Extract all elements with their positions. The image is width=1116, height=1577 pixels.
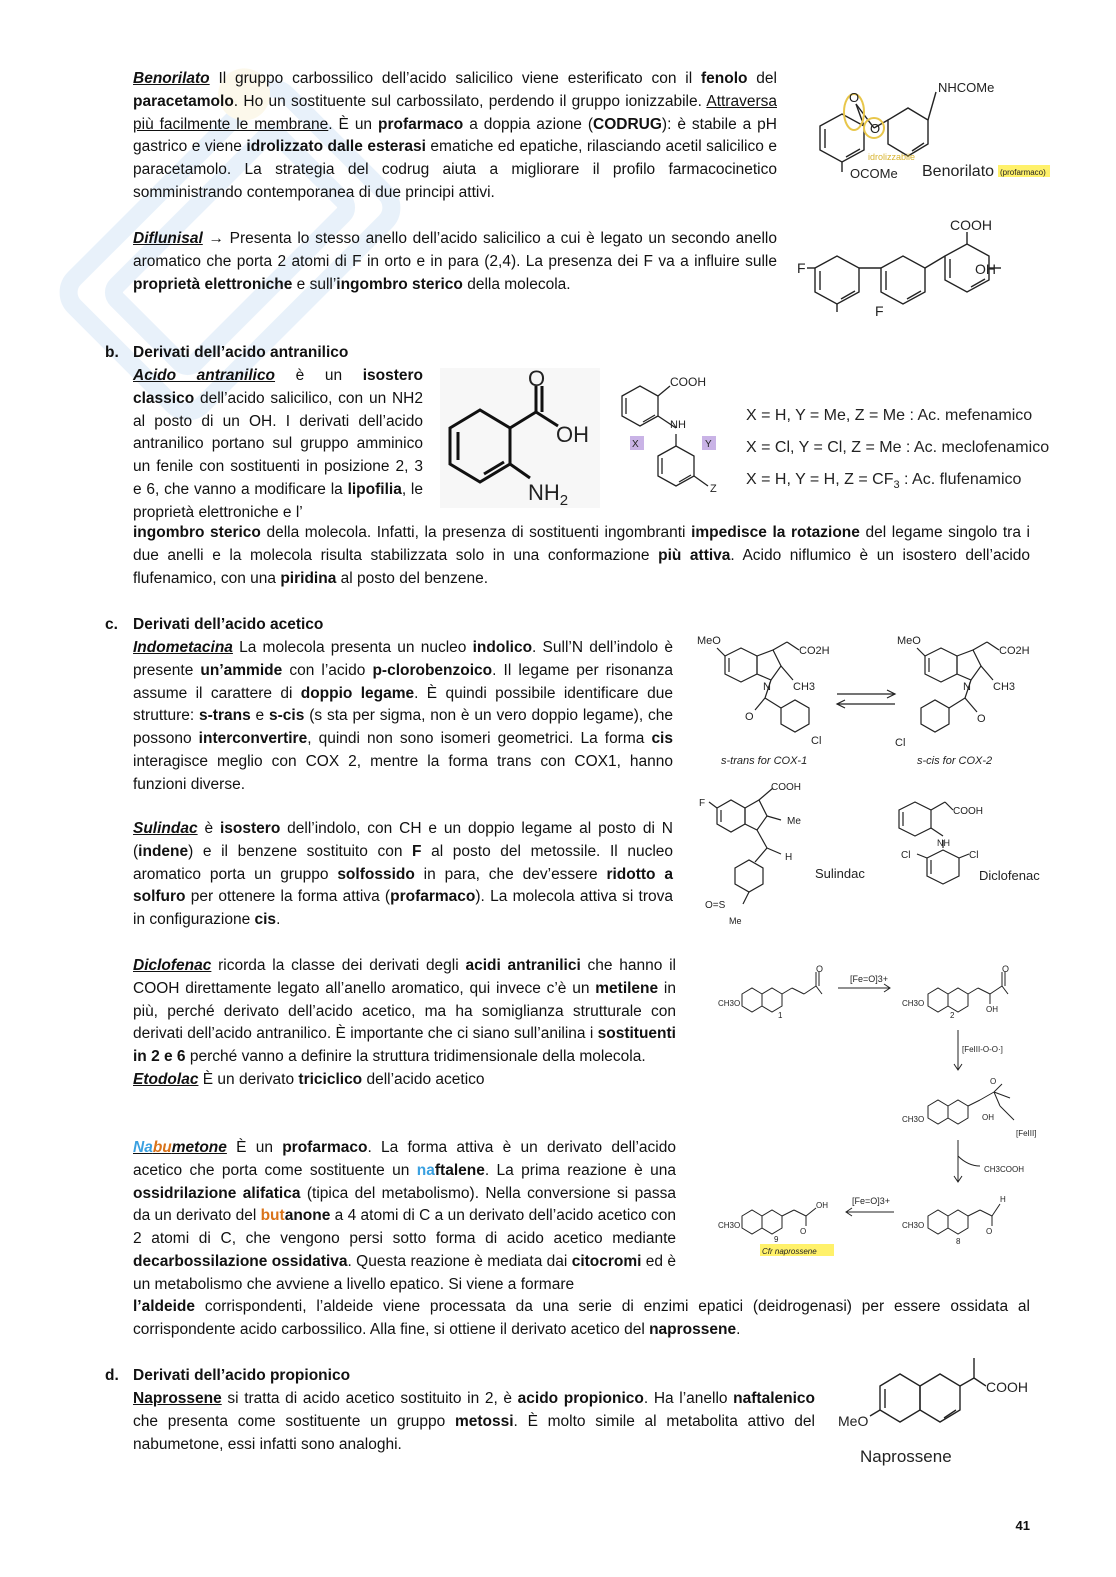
svg-text:COOH: COOH bbox=[986, 1379, 1028, 1395]
benorilato-paragraph: Benorilato Il gruppo carbossilico dell’acido salicilico viene esterificato con il fenolo del paracetamolo. Ho un sostituente sul carbossilato, perdendo il gruppo ionizzabile. Attraversa più facilmente le membrane. È un profarmaco a doppia azione (CODRUG): è stabile a pH gastrico e viene idrolizzato dalle esterasi ematiche ed epatiche, rilasciando acetil salicilico e paracetamolo. La strategia del codrug aiuta a migliorare il profilo farmacocinetico somministrando contemporanea di due principi attivi. bbox=[133, 70, 777, 201]
term-diclofenac: Diclofenac bbox=[133, 957, 212, 974]
svg-text:idrolizzabile: idrolizzabile bbox=[868, 152, 916, 162]
section-c-heading: c. Derivati dell’acido acetico bbox=[105, 616, 324, 633]
nabumetone-paragraph-wide: l’aldeide corrispondenti, l’aldeide viene processata da una serie di enzimi epatici (deidrogenasi) per essere ossidata al corrispondente acido carbossilico. Alla fine, si ottiene il derivato acetico del naprossene. bbox=[133, 1298, 1030, 1338]
section-b-paragraph-narrow: Acido antranilico è un isostero classico dell’acido salicilico, con un NH2 al posto di un OH. I derivati dell’acido antranilico portano sul gruppo amminico un fenile con sostituenti in posizione 2, 3 e 6, che vanno a modificare la lipofilia, le proprietà elettroniche e l’ bbox=[133, 367, 423, 521]
svg-text:CH3: CH3 bbox=[793, 681, 816, 693]
naprossene-structure bbox=[836, 1352, 1036, 1472]
section-d-heading: d. Derivati dell’acido propionico bbox=[105, 1367, 351, 1384]
svg-text:X: X bbox=[632, 439, 639, 450]
svg-text:OH: OH bbox=[975, 261, 996, 277]
svg-text:s-cis for COX-2: s-cis for COX-2 bbox=[917, 755, 993, 767]
svg-text:O: O bbox=[870, 121, 881, 136]
svg-text:Z: Z bbox=[710, 483, 717, 495]
svg-text:Sulindac: Sulindac bbox=[815, 866, 865, 881]
svg-text:O=S: O=S bbox=[705, 900, 726, 911]
svg-text:1: 1 bbox=[778, 1011, 783, 1020]
term-etodolac: Etodolac bbox=[133, 1070, 199, 1088]
diflunisal-structure bbox=[795, 212, 1025, 322]
svg-text:COOH: COOH bbox=[950, 217, 992, 233]
nabumetone-metabolism-scheme bbox=[718, 960, 1050, 1260]
svg-text:CH3O: CH3O bbox=[902, 1221, 925, 1230]
svg-text:Cl: Cl bbox=[969, 850, 979, 861]
svg-text:s-trans for COX-1: s-trans for COX-1 bbox=[721, 755, 808, 767]
svg-text:CH3O: CH3O bbox=[902, 999, 925, 1008]
svg-text:[Fe=O]3+: [Fe=O]3+ bbox=[850, 974, 889, 984]
term-diflunisal: Diflunisal bbox=[133, 230, 203, 247]
svg-text:Cl: Cl bbox=[901, 850, 911, 861]
diflunisal-paragraph: Diflunisal → Presenta lo stesso anello dell’acido salicilico a cui è legato un secondo anello aromatico che porta 2 atomi di F in orto e in para (2,4). La presenza dei F va a influire sulle proprietà elettroniche e sull’ingombro sterico della molecola. bbox=[133, 230, 777, 293]
naprossene-paragraph: Naprossene si tratta di acido acetico sostituito in 2, è acido propionico. Ha l’anello naftalenico che presenta come sostituente un gruppo metossi. È molto simile al metabolita attivo del nabumetone, essi infatti sono analoghi. bbox=[133, 1390, 815, 1453]
svg-text:OH: OH bbox=[816, 1201, 828, 1210]
svg-text:OH: OH bbox=[982, 1113, 994, 1122]
svg-text:MeO: MeO bbox=[838, 1413, 869, 1429]
svg-text:O: O bbox=[977, 713, 986, 725]
term-sulindac: Sulindac bbox=[133, 820, 198, 837]
svg-text:NH2: $NH_2$ bbox=[528, 480, 569, 509]
svg-text:OCOMe: OCOMe bbox=[850, 166, 898, 181]
svg-text:F: F bbox=[699, 798, 706, 809]
svg-text:O: O bbox=[990, 1077, 997, 1086]
svg-text:H: H bbox=[785, 852, 793, 863]
term-naprossene: Naprossene bbox=[133, 1390, 222, 1407]
svg-text:9: 9 bbox=[774, 1235, 779, 1244]
svg-text:X = Cl, Y = Cl, Z = Me : Ac. m: X = Cl, Y = Cl, Z = Me : Ac. meclofenamico bbox=[746, 439, 1050, 456]
svg-text:O: O bbox=[816, 964, 824, 974]
svg-text:Y: Y bbox=[705, 439, 712, 450]
section-b-heading: b. Derivati dell’acido antranilico bbox=[105, 344, 349, 361]
sulindac-paragraph: Sulindac è isostero dell’indolo, con CH e un doppio legame al posto di N (indene) e il benzene sostituito con F al posto del metossile. Il nucleo aromatico porta un gruppo solfossido in para, che dev’essere ridotto a solfuro per ottenere la forma attiva (profarmaco). La molecola attiva si trova in configurazione cis. bbox=[133, 820, 674, 929]
svg-text:O: O bbox=[986, 1227, 993, 1236]
term-benorilato: Benorilato bbox=[133, 70, 210, 87]
svg-text:X = H, Y = H, Z = CF3 : Ac. fl: X = H, Y = H, $Z = CF_3$ : Ac. flufenamico bbox=[746, 471, 1022, 491]
svg-text:CH3: CH3 bbox=[993, 681, 1016, 693]
svg-text:8: 8 bbox=[956, 1237, 961, 1246]
svg-text:MeO: MeO bbox=[897, 635, 921, 647]
svg-text:CH3COOH: CH3COOH bbox=[984, 1165, 1025, 1174]
svg-text:O: O bbox=[745, 711, 754, 723]
svg-text:Me: Me bbox=[787, 816, 801, 827]
svg-text:(profarmaco): (profarmaco) bbox=[1000, 168, 1046, 177]
svg-text:NH: NH bbox=[670, 419, 686, 431]
svg-text:NHCOMe: NHCOMe bbox=[938, 80, 995, 95]
svg-text:O: O bbox=[849, 90, 860, 105]
svg-text:N: N bbox=[763, 681, 771, 693]
svg-text:Naprossene: Naprossene bbox=[860, 1447, 952, 1466]
svg-text:Cl: Cl bbox=[811, 735, 822, 747]
indometacina-structures bbox=[695, 628, 1040, 773]
term-nabumetone: Nabumetone bbox=[133, 1139, 227, 1156]
svg-text:[Fe=O]3+: [Fe=O]3+ bbox=[852, 1196, 891, 1206]
svg-text:N: N bbox=[963, 681, 971, 693]
svg-text:F: F bbox=[797, 260, 806, 276]
sulindac-diclofenac-structures bbox=[695, 776, 1055, 931]
svg-text:2: 2 bbox=[950, 1011, 955, 1020]
svg-text:CO2H: CO2H bbox=[999, 645, 1030, 657]
svg-text:OH: OH bbox=[556, 422, 589, 447]
svg-text:CH3O: CH3O bbox=[718, 1221, 741, 1230]
svg-text:CH3O: CH3O bbox=[718, 999, 741, 1008]
section-b-paragraph-wide: ingombro sterico della molecola. Infatti, la presenza di sostituenti ingombranti impedisce la rotazione del legame singolo tra i due anelli e la molecola risulta stabilizzata solo in una conformazione più attiva. Acido niflumico è un isostero dell’acido flufenamico, con una piridina al posto del benzene. bbox=[133, 524, 1030, 587]
svg-text:COOH: COOH bbox=[771, 782, 801, 793]
benorilato-structure bbox=[790, 66, 1060, 196]
page-number: 41 bbox=[1015, 1518, 1030, 1533]
svg-text:Cl: Cl bbox=[895, 737, 906, 749]
svg-text:OH: OH bbox=[986, 1005, 998, 1014]
svg-text:MeO: MeO bbox=[697, 635, 721, 647]
svg-text:COOH: COOH bbox=[953, 806, 983, 817]
svg-text:Cfr naprossene: Cfr naprossene bbox=[762, 1247, 817, 1256]
svg-text:Benorilato: Benorilato bbox=[922, 163, 995, 180]
svg-text:F: F bbox=[875, 303, 884, 319]
acido-antranilico-structure bbox=[440, 368, 600, 508]
svg-text:O: O bbox=[800, 1227, 807, 1236]
term-indometacina: Indometacina bbox=[133, 639, 233, 656]
svg-text:NH: NH bbox=[937, 838, 950, 848]
svg-text:Me: Me bbox=[729, 916, 742, 926]
svg-text:X = H, Y = Me, Z = Me : Ac. me: X = H, Y = Me, Z = Me : Ac. mefenamico bbox=[746, 407, 1033, 424]
svg-text:CH3O: CH3O bbox=[902, 1115, 925, 1124]
svg-text:O: O bbox=[528, 366, 546, 391]
svg-text:COOH: COOH bbox=[670, 375, 706, 389]
nabumetone-paragraph-narrow: Nabumetone È un profarmaco. La forma attiva è un derivato dell’acido acetico che porta come sostituente un naftalene. La prima reazione è una ossidrilazione alifatica (tipica del metabolismo). Nella conversione si passa da un derivato del butanone a 4 atomi di C a un derivato dell’acido acetico con 2 atomi di C, che vengono persi sotto forma di acido acetico mediante decarbossilazione ossidativa. Questa reazione è mediata dai citocromi ed è un metabolismo che avviene a livello epatico. Si viene a formare bbox=[133, 1139, 676, 1293]
term-acido-antranilico: Acido antranilico bbox=[133, 367, 276, 384]
fenamati-structure bbox=[612, 372, 1077, 502]
svg-text:Diclofenac: Diclofenac bbox=[979, 868, 1040, 883]
svg-text:[FeIII]: [FeIII] bbox=[1016, 1129, 1037, 1138]
svg-text:O: O bbox=[1002, 964, 1010, 974]
svg-text:H: H bbox=[1000, 1195, 1006, 1204]
svg-text:CO2H: CO2H bbox=[799, 645, 830, 657]
svg-text:[FeIII-O-O·]: [FeIII-O-O·] bbox=[962, 1045, 1003, 1054]
indometacina-paragraph: Indometacina La molecola presenta un nucleo indolico. Sull’N dell’indolo è presente un’ammide con l’acido p-clorobenzoico. Il legame per risonanza assume il carattere di doppio legame. È quindi possibile identificare due strutture: s-trans e s-cis (s sta per sigma, non è un vero doppio legame), che possono interconvertire, quindi non sono isomeri geometrici. La forma cis interagisce meglio con COX 2, mentre la forma trans con COX1, hanno funzioni diverse. bbox=[133, 639, 674, 793]
diclofenac-paragraph: Diclofenac ricorda la classe dei derivati degli acidi antranilici che hanno il COOH direttamente legato all’anello aromatico, qui invece c’è un metilene in più, perché derivato dell’acido acetico, ma ha somiglianza strutturale con derivati dell’acido antranilico. È importante che ci siano sull’anilina i sostituenti in 2 e 6 perché vanno a definire la struttura tridimensionale della molecola. Etodolac È un derivato triciclico dell’acido acetico bbox=[133, 957, 676, 1088]
